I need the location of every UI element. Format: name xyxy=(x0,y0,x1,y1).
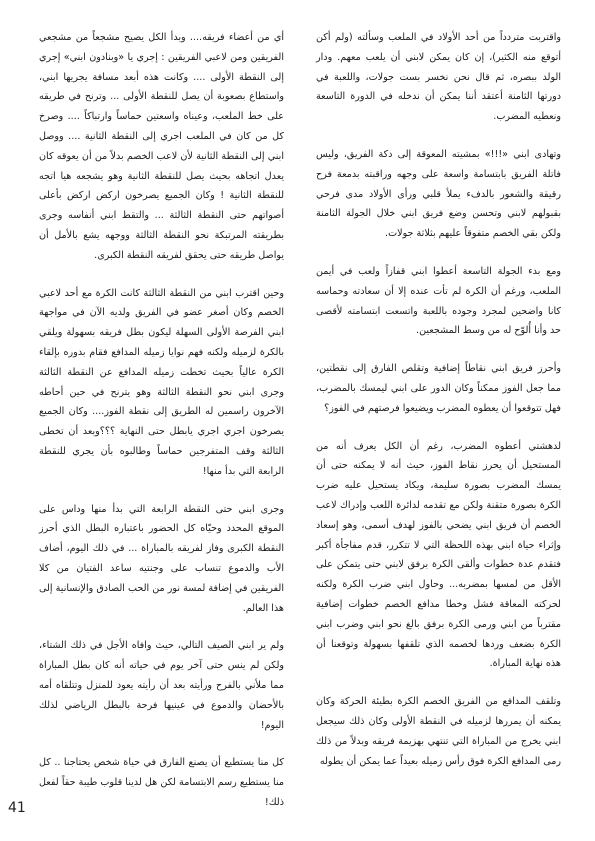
paragraph: كل منا يستطيع أن يصنع الفارق في حياة شخص يحتاجنا .. كل منا يستطيع رسم الابتسامة لكن هل لدينا قلوب طيبة حقاً لفعل ذلك! xyxy=(39,757,284,808)
paragraph: واقتربت متردداً من أحد الأولاد في الملعب وسألته (ولم أكن أتوقع منه الكثير)، إن كان يمكن لابني أن يلعب معهم. ودار الولد ببصره، ثم قال نحن نخسر بست جولات، واللعبة في دورتها الثامنة أعتقد أننا يمكن أن ندخله في الدورة التاسعة ونعطيه المضرب. xyxy=(316,32,561,123)
paragraph: وأحرز فريق ابني نقاطاً إضافية وتقلص الفارق إلى نقطتين، مما جعل الفوز ممكناً وكان الدور على ابني ليمسك بالمضرب، فهل تتوقعوا أن يعطوه المضرب ويضيعوا فرصتهم في الفوز؟ xyxy=(316,363,561,414)
paragraph: وحين اقترب ابني من النقطة الثالثة كانت الكرة مع أحد لاعبي الخصم وكان أصغر عضو في الفريق ولديه الآن في مواجهة ابني الفرصة الأولى السهلة ليكون بطل فريقه بسهولة ويلقي بالكرة لزميله ولكنه فهم نوايا زميله المدافع فقام بدوره بإلقاء الكرة عالياً بحيث تخطت زميله المدافع عن النقطة الثالثة وجرى ابني نحو النقطة الثالثة وهو يترنح في حين أحاطه الآخرون راسمين له الطريق إلى نقطة الفوز.... وكان الجميع يصرخون اجري اجري يابطل حتى النهاية ؟؟؟وبعد أن تخطى الثالثة وقف المتفرجين حماساً وطالبوه بأن يجري للنقطة الرابعة التي بدأ منها! xyxy=(39,287,284,477)
paragraph: وتهادى ابني «!!!» بمشيته المعوقة إلى دكة الفريق، وليس فاتلة الفريق بابتسامة واسعة على وجهه وراقبته بدمعة فرح رقيقة والشعور بالدفء يملأ قلبي ورأى الأولاد مدى فرحي بقبولهم لابني وتحسن وضع فريق ابني خلال الجولة الثامنة ولكن بقي الخصم متفوقاً عليهم بثلاثة جولات. xyxy=(316,148,561,240)
left-column xyxy=(39,28,284,831)
paragraph: وتلقف المدافع من الفريق الخصم الكرة بطيئة الحركة وكان يمكنه أن يمررها لزميله في النقطة الأولى وكان ذلك سيجعل ابني يخرج من المباراة التي تنتهي بهزيمة فريقه وبدلاً من ذلك رمى المدافع الكرة فوق رأس زميله بعيداً عما يمكن أن يطوله xyxy=(316,696,561,767)
paragraph: ومع بدء الجولة التاسعة أعطوا ابني قفازاً ولعب في أيمن الملعب، ورغم أن الكرة لم تأت عنده إلا أن سعادته وحماسه كانا واضحين لمجرد وجوده باللعبة واتسعت ابتسامته لأقصى حد وأنا أُلوّح له من وسط المشجعين. xyxy=(316,265,561,337)
page-number: 41 xyxy=(8,800,26,816)
paragraph: أي من أعضاء فريقه.... وبدأ الكل يصيح مشجعاً من مشجعي الفريقين ومن لاعبي الفريقين : إجري يا «وبنادون ابني» إجري إلى النقطة الأولى .... وكانت هذه أبعد مسافة يجريها ابني، واستطاع بصعوبة أن يصل للنقطة الأولى ... وترنح في طريقه على خط الملعب، وعيناه واسعتين حماساً وارتباكاً .... وصرخ كل من كان في الملعب اجري إلى النقطة الثانية .... ووصل ابني إلى النقطة الثانية لأن لاعب الخصم بدلاً من أن يعوقه كان يعدل اتجاهه بحيث يصل للنقطة الثانية وهو يشجعه هيا اتجه للنقطة الثانية ! وكان الجميع يصرخون اركض اركض بأعلى أصواتهم حتى النقطة الثالثة ... والتقط ابني أنفاسه وجرى بطريقته المرتبكة نحو النقطة الثالثة ووجهه يشع بالأمل أن يواصل طريقه حتى يحقق لفريقه النقطة الكبرى. xyxy=(39,32,284,261)
paragraph: لدهشتي أعطوه المضرب، رغم أن الكل يعرف أنه من المستحيل أن يحرز نقاط الفوز، حيث أنه لا يمكنه حتى أن يمسك المضرب بصورة سليمة، ويكاد يستحيل عليه ضرب الكرة بصورة متقنة ولكن مع تقدمه لدائرة اللعب وإدراك لاعب الخصم أن فريق ابني يضحي بالفوز لهدف أسمى، وهو إسعاد وإثراء حياة ابني بهذه اللحظة التي لا تتكرر، قدم مفاجأة أكبر فتقدم عدة خطوات وألقى الكرة برفق لابني حتى يتمكن على الأقل من لمسها بمضربه... وحاول ابني ضرب الكرة ولكنه لحركته المعاقة فشل وخطا مدافع الخصم خطوات إضافية مقترباً من ابني ورمى الكرة برفق بالغ نحو ابني وضرب ابني الكرة بضعف وردها لخصمه الذي تلقفها بسهولة وتوقعنا أن هذه نهاية المباراة. xyxy=(316,440,561,670)
paragraph: وجرى ابني حتى النقطة الرابعة التي بدأ منها وداس على الموقع المحدد وحيّاه كل الحضور باعتباره البطل الذي أحرز النقطة الكبرى وفاز لفريقه بالمباراة ... في ذلك اليوم، أضاف الأب والدموع تنساب على وجنتيه ساعد الفتيان من كلا الفريقين في إضافة لمسة نور من الحب الصادق والإنسانية إلى هذا العالم. xyxy=(39,503,284,614)
right-column xyxy=(316,28,561,789)
paragraph: ولم ير ابني الصيف التالي، حيث وافاه الأجل في ذلك الشتاء، ولكن لم ينس حتى آخر يوم في حياته أنه كان بطل المباراة مما ملأني بالفرح ورأيته بعد أن رأيته يعود للمنزل وتتلقاه أمه بالأحضان والدموع في عينيها فرحة بالبطل الرياضي لذلك اليوم! xyxy=(39,640,284,731)
